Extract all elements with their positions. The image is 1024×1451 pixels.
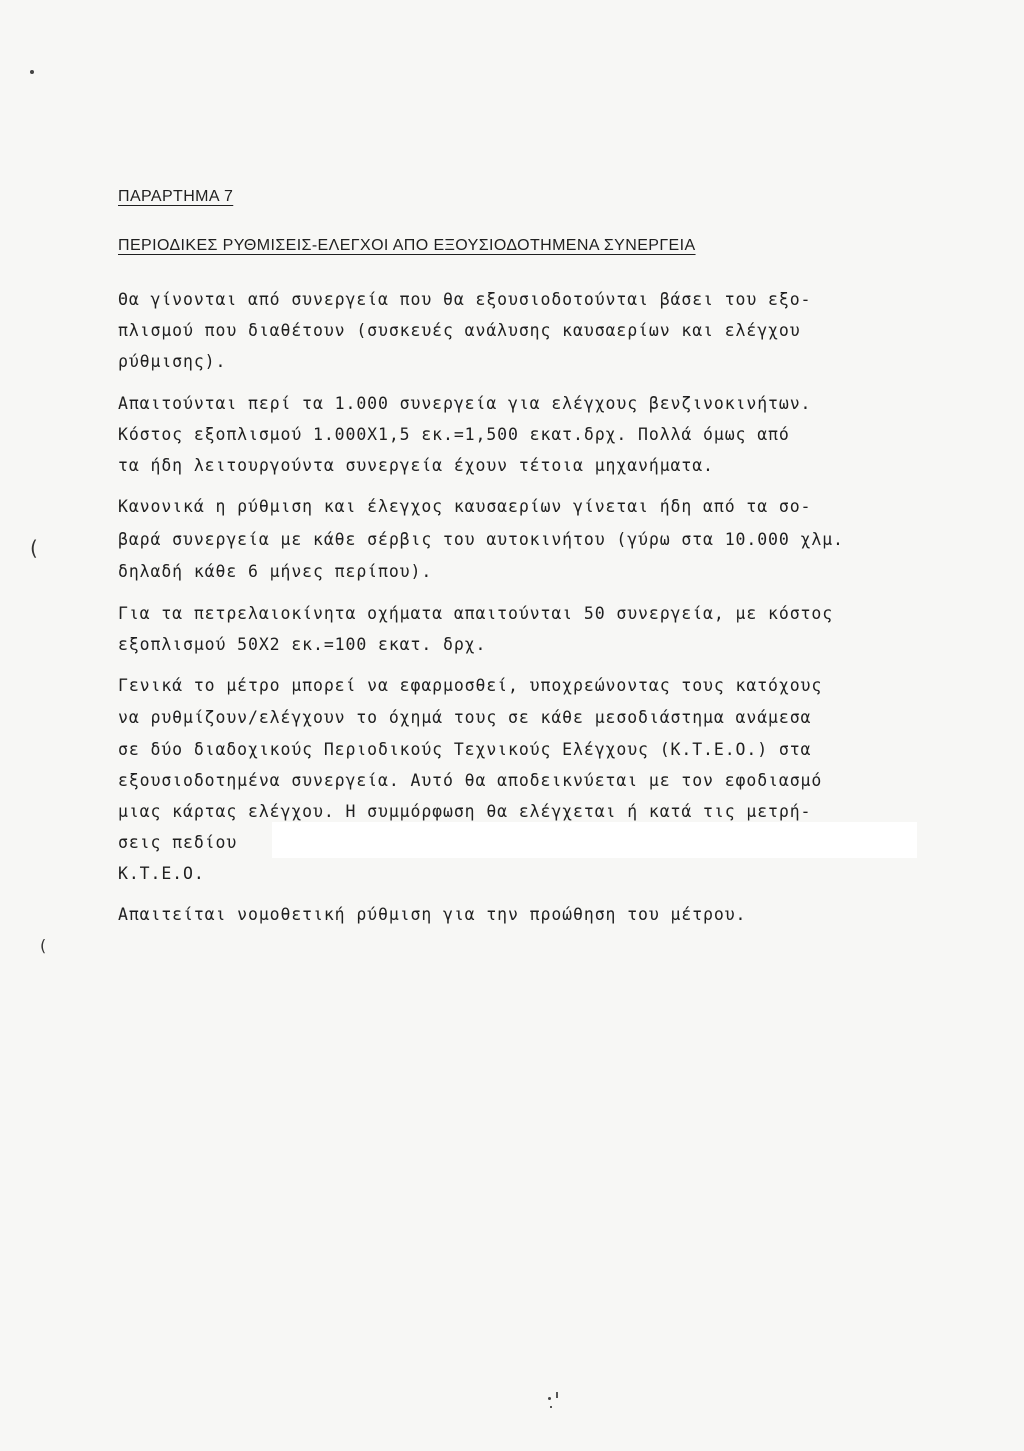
body-line: Κόστος εξοπλισμού 1.000Χ1,5 εκ.=1,500 εκατ.δρχ. Πολλά όμως από [118,425,790,444]
body-line: Για τα πετρελαιοκίνητα οχήματα απαιτούνται 50 συνεργεία, με κόστος [118,604,834,623]
body-line: δηλαδή κάθε 6 μήνες περίπου). [118,562,433,581]
body-line: Απαιτούνται περί τα 1.000 συνεργεία για ελέγχους βενζινοκινήτων. [118,394,812,413]
body-line: σεις πεδίου [118,833,238,852]
margin-mark: ( [30,536,38,560]
body-line: πλισμού που διαθέτουν (συσκευές ανάλυσης καυσαερίων και ελέγχου [118,321,801,340]
body-line: Κανονικά η ρύθμιση και έλεγχος καυσαερίων γίνεται ήδη από τα σο- [118,497,812,516]
body-line: βαρά συνεργεία με κάθε σέρβις του αυτοκινήτου (γύρω στα 10.000 χλμ. [118,530,844,549]
body-line: σε δύο διαδοχικούς Περιοδικούς Τεχνικούς Ελέγχους (Κ.Τ.Ε.Ο.) στα [118,740,812,759]
speck [548,1397,551,1400]
margin-mark: ( [40,936,47,955]
body-line: ρύθμισης). [118,352,227,371]
speck [556,1392,558,1398]
body-line: εξουσιοδοτημένα συνεργεία. Αυτό θα αποδεικνύεται με τον εφοδιασμό [118,771,823,790]
redaction-block [272,822,917,858]
body-line: τα ήδη λειτουργούντα συνεργεία έχουν τέτοια μηχανήματα. [118,456,714,475]
speck [550,1406,552,1408]
body-line: Απαιτείται νομοθετική ρύθμιση για την προώθηση του μέτρου. [118,905,747,924]
section-title: ΠΕΡΙΟΔΙΚΕΣ ΡΥΘΜΙΣΕΙΣ-ΕΛΕΓΧΟΙ ΑΠΟ ΕΞΟΥΣΙΟΔΟΤΗΜΕΝΑ ΣΥΝΕΡΓΕΙΑ [118,237,696,254]
speck [30,70,34,74]
body-line: Γενικά το μέτρο μπορεί να εφαρμοσθεί, υποχρεώνοντας τους κατόχους [118,676,823,695]
body-line: να ρυθμίζουν/ελέγχουν το όχημά τους σε κάθε μεσοδιάστημα ανάμεσα [118,708,812,727]
body-line: Θα γίνονται από συνεργεία που θα εξουσιοδοτούνται βάσει του εξο- [118,290,812,309]
body-line: Κ.Τ.Ε.Ο. [118,864,205,883]
body-line: μιας κάρτας ελέγχου. Η συμμόρφωση θα ελέγχεται ή κατά τις μετρή- [118,802,812,821]
body-line: εξοπλισμού 50Χ2 εκ.=100 εκατ. δρχ. [118,635,487,654]
appendix-title: ΠΑΡΑΡΤΗΜΑ 7 [118,188,234,205]
